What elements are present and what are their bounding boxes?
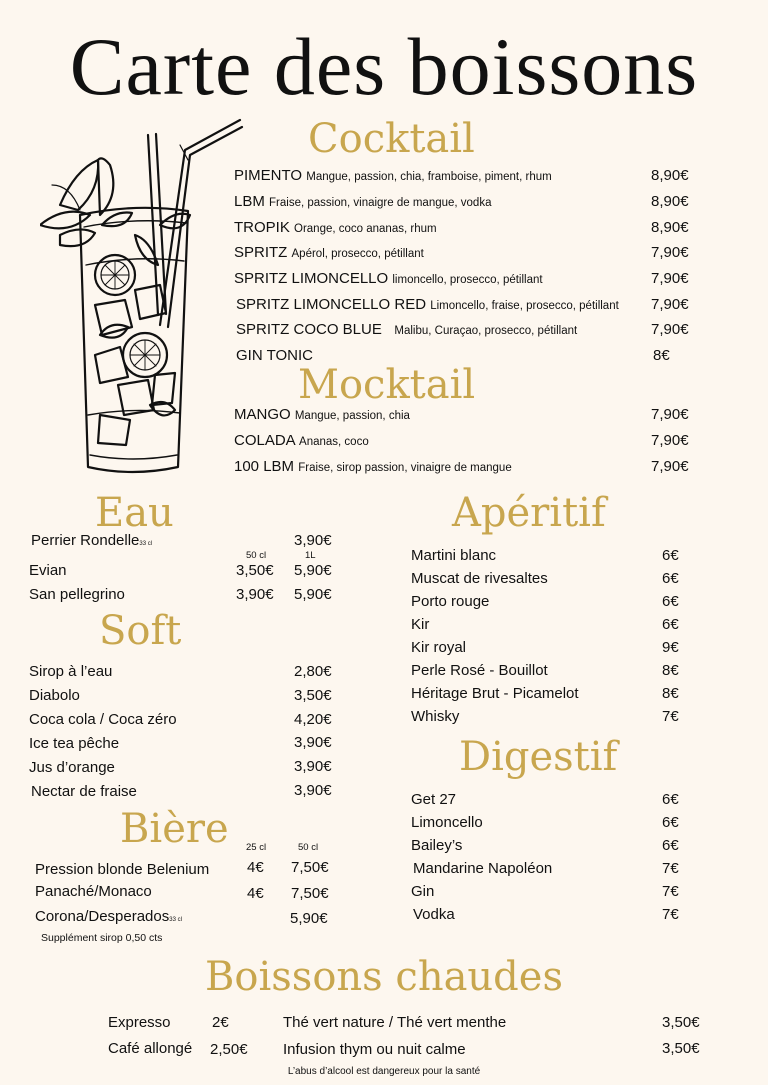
item-description: Fraise, passion, vinaigre de mangue, vodka <box>269 197 492 209</box>
cocktail-glass-icon <box>40 115 250 485</box>
list-item <box>236 320 577 341</box>
item-description: Orange, coco ananas, rhum <box>294 223 437 235</box>
item-name: PIMENTO <box>234 167 303 184</box>
item-name: Get 27 <box>411 791 457 808</box>
list-item <box>234 166 552 187</box>
section-title-digestif: Digestif <box>459 734 618 780</box>
item-price: 8,90€ <box>651 219 689 236</box>
item-price: 2€ <box>212 1014 229 1031</box>
item-name: Muscat de rivesaltes <box>411 570 548 587</box>
page-title: Carte des boissons <box>69 21 699 112</box>
item-name: Martini blanc <box>411 547 497 564</box>
item-price: 6€ <box>662 547 679 564</box>
list-item <box>234 192 491 213</box>
item-price: 8€ <box>653 347 670 364</box>
section-title-biere: Bière <box>120 806 229 852</box>
item-name: Ice tea pêche <box>29 735 120 752</box>
item-name: SPRITZ COCO BLUE <box>236 321 382 338</box>
item-name: Thé vert nature / Thé vert menthe <box>283 1014 507 1031</box>
item-name: Expresso <box>108 1014 171 1031</box>
item-price: 4€ <box>247 885 264 902</box>
item-name: Café allongé <box>108 1040 193 1057</box>
item-description: Mangue, passion, chia <box>294 410 410 422</box>
item-price: 8,90€ <box>651 193 689 210</box>
item-name: Nectar de fraise <box>31 783 137 800</box>
item-description: Limoncello, fraise, prosecco, pétillant <box>430 300 619 312</box>
item-name: Sirop à l’eau <box>29 663 113 680</box>
item-price: 7,90€ <box>651 432 689 449</box>
item-price: 7,90€ <box>651 270 689 287</box>
item-price: 7,50€ <box>291 859 329 876</box>
item-price: 3,90€ <box>294 532 332 549</box>
item-size: 33 cl <box>169 917 182 923</box>
list-item <box>234 431 369 452</box>
item-name: Limoncello <box>411 814 483 831</box>
item-price: 9€ <box>662 639 679 656</box>
item-price: 7,90€ <box>651 244 689 261</box>
section-title-cocktail: Cocktail <box>308 116 475 162</box>
item-price: 3,50€ <box>662 1014 700 1031</box>
item-price: 3,90€ <box>294 782 332 799</box>
item-description: limoncello, prosecco, pétillant <box>392 274 543 286</box>
item-price: 7,90€ <box>651 458 689 475</box>
item-description: Mangue, passion, chia, framboise, piment, rhum <box>306 171 552 183</box>
item-name: Pression blonde Belenium <box>35 861 210 878</box>
item-name: Coca cola / Coca zéro <box>29 711 177 728</box>
item-name: 100 LBM <box>234 458 295 475</box>
item-price: 4€ <box>247 859 264 876</box>
item-price: 6€ <box>662 593 679 610</box>
item-description: Malibu, Curaçao, prosecco, pétillant <box>394 325 578 337</box>
item-description: Fraise, sirop passion, vinaigre de mangue <box>298 462 512 474</box>
list-item <box>31 531 152 554</box>
item-name: MANGO <box>234 406 291 423</box>
item-price: 7,90€ <box>651 321 689 338</box>
item-name: Kir <box>411 616 430 633</box>
item-price: 5,90€ <box>294 586 332 603</box>
item-price: 3,90€ <box>294 734 332 751</box>
item-price: 6€ <box>662 570 679 587</box>
section-title-aperitif: Apéritif <box>452 490 606 536</box>
item-price: 4,20€ <box>294 711 332 728</box>
item-name: Whisky <box>411 708 460 725</box>
column-header: 50 cl <box>246 550 267 561</box>
item-name: Kir royal <box>411 639 467 656</box>
column-header: 50 cl <box>298 842 319 853</box>
item-price: 5,90€ <box>290 910 328 927</box>
item-name: Bailey’s <box>411 837 463 854</box>
item-name: TROPIK <box>234 219 290 236</box>
item-name: LBM <box>234 193 265 210</box>
item-name: SPRITZ LIMONCELLO RED <box>236 296 427 313</box>
item-price: 8,90€ <box>651 167 689 184</box>
item-price: 6€ <box>662 837 679 854</box>
item-name: GIN TONIC <box>236 347 313 364</box>
item-name: Perle Rosé - Bouillot <box>411 662 548 679</box>
item-name: Jus d’orange <box>29 759 115 776</box>
item-price: 3,90€ <box>294 758 332 775</box>
item-name: COLADA <box>234 432 295 449</box>
item-price: 6€ <box>662 814 679 831</box>
item-name: Corona/Desperados <box>35 908 170 925</box>
item-name: SPRITZ <box>234 244 288 261</box>
item-price: 7€ <box>662 883 679 900</box>
item-price: 3,90€ <box>236 586 274 603</box>
item-name: Infusion thym ou nuit calme <box>283 1041 466 1058</box>
section-title-soft: Soft <box>99 608 182 654</box>
item-price: 7,90€ <box>651 406 689 423</box>
item-name: Diabolo <box>29 687 80 704</box>
item-name: Héritage Brut - Picamelot <box>411 685 579 702</box>
supplement-note: Supplément sirop 0,50 cts <box>41 932 163 944</box>
item-price: 7,50€ <box>291 885 329 902</box>
item-size: 33 cl <box>139 541 153 547</box>
item-price: 7,90€ <box>651 296 689 313</box>
item-name: Evian <box>29 562 67 579</box>
item-price: 8€ <box>662 662 679 679</box>
item-price: 3,50€ <box>236 562 274 579</box>
section-title-eau: Eau <box>95 490 174 536</box>
list-item <box>236 295 619 316</box>
item-price: 6€ <box>662 791 679 808</box>
item-name: San pellegrino <box>29 586 125 603</box>
list-item <box>234 243 424 264</box>
item-price: 5,90€ <box>294 562 332 579</box>
item-description: Apérol, prosecco, pétillant <box>291 248 424 260</box>
item-price: 2,80€ <box>294 663 332 680</box>
footer-warning: L’abus d’alcool est dangereux pour la santé <box>287 1066 481 1077</box>
item-price: 7€ <box>662 860 679 877</box>
list-item <box>234 405 410 426</box>
column-header: 25 cl <box>246 842 267 853</box>
item-price: 3,50€ <box>294 687 332 704</box>
item-price: 3,50€ <box>662 1040 700 1057</box>
list-item <box>35 907 182 930</box>
column-header: 1L <box>305 550 316 561</box>
list-item <box>234 457 512 478</box>
item-name: SPRITZ LIMONCELLO <box>234 270 389 287</box>
item-name: Panaché/Monaco <box>35 883 152 900</box>
item-name: Gin <box>411 883 435 900</box>
list-item <box>234 269 543 290</box>
item-name: Porto rouge <box>411 593 490 610</box>
item-price: 8€ <box>662 685 679 702</box>
item-price: 2,50€ <box>210 1041 248 1058</box>
item-name: Perrier Rondelle <box>31 532 140 549</box>
item-name: Mandarine Napoléon <box>413 860 553 877</box>
item-price: 6€ <box>662 616 679 633</box>
section-title-boissons-chaudes: Boissons chaudes <box>205 954 563 1000</box>
item-price: 7€ <box>662 906 679 923</box>
list-item <box>234 218 437 239</box>
section-title-mocktail: Mocktail <box>298 362 476 408</box>
item-price: 7€ <box>662 708 679 725</box>
item-description: Ananas, coco <box>299 436 369 448</box>
item-name: Vodka <box>413 906 455 923</box>
